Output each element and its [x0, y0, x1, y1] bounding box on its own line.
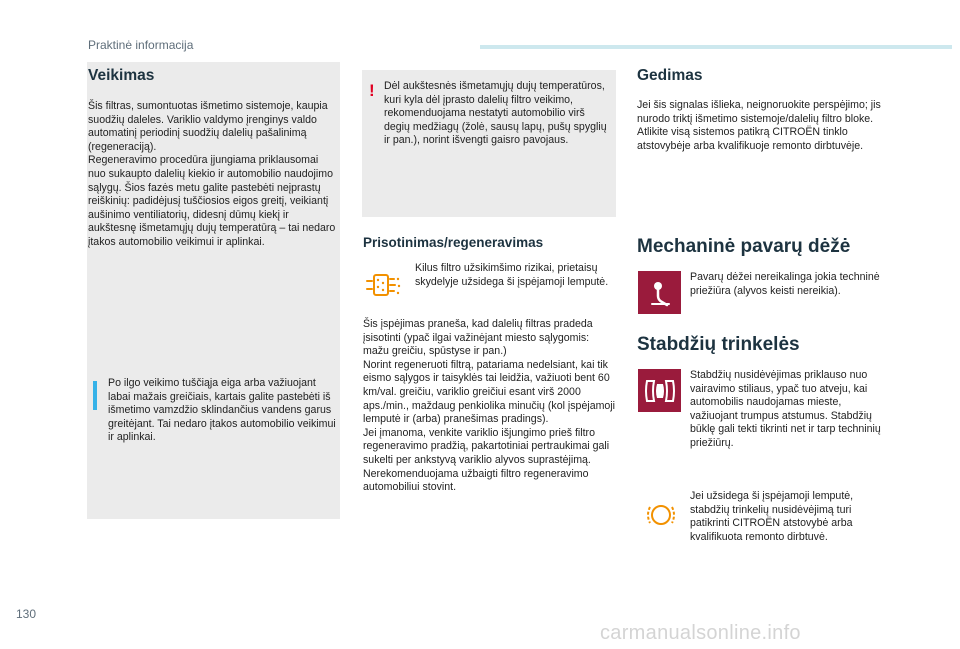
gear-shift-icon	[638, 271, 681, 314]
stabdziu-text: Stabdžių nusidėvėjimas priklauso nuo vairavimo stiliaus, ypač tuo atveju, kai automobilis naudojamas mieste, važiuojant trumpus atstumus. Stabdžių būklę gali tekti tikrinti net ir tarp techninių priežiūrų.	[690, 369, 881, 450]
prisotinimas-body: Šis įspėjimas praneša, kad dalelių filtras pradeda įsisotinti (ypač ilgai važinėjant miesto sąlygomis: mažu greičiu, spūstyse ir pan.) Norint regeneruoti filtrą, patariama nedelsiant, kai tik eismo sąlygos ir taisyklės tai leidžia, važiuoti bent 60 km/val. greičiu, variklio greičiui esant virš 2000 aps./min., maždaug penkiolika minučių (kol įspėjamoji lemputė ir (arba) pranešimas pradings). Jei įmanoma, venkite variklio išjungimo prieš filtro regeneravimo pradžią, pakartotiniai pertraukimai gali sukelti per ankstyvą variklio alyvos suprastėjimą. Nerekomenduojama užbaigti filtro regeneravimo automobiliui stovint.	[363, 318, 616, 494]
veikimas-body: Šis filtras, sumontuotas išmetimo sistemoje, kaupia suodžių daleles. Variklio valdymo įrenginys valdo automatinį periodinį suodžių dalelių pašalinimą (regeneraciją). Regeneravimo procedūra įjungiama priklausomai nuo sukaupto dalelių kiekio ir automobilio naudojimo sąlygų. Šios fazės metu galite pastebėti neįprastų reiškinių: padidėjusį tuščiosios eigos greitį, veikiantį aušinimo ventiliatorių, didesnį dūmų kiekį ir aukštesnę išmetamųjų dujų temperatūrą – tai nedaro įtakos automobilio veikimui ir aplinkai.	[88, 100, 336, 249]
page-number: 130	[16, 607, 37, 621]
particle-filter-warning-icon	[363, 264, 405, 306]
stabdziu-title: Stabdžių trinkelės	[637, 334, 800, 355]
warning-exclamation-icon: !	[369, 81, 375, 100]
mechanine-text: Pavarų dėžei nereikalinga jokia techninė priežiūra (alyvos keisti nereikia).	[690, 271, 880, 297]
stabdziu-warning-text: Jei užsidega ši įspėjamoji lemputė, stabdžių trinkelių nusidėvėjimą turi patikrinti CITROËN atstovybė arba kvalifikuota remonto dirbtuvė.	[690, 490, 854, 543]
veikimas-title: Veikimas	[88, 67, 155, 84]
watermark: carmanualsonline.info	[600, 622, 801, 644]
prisotinimas-title: Prisotinimas/regeneravimas	[363, 235, 544, 250]
brake-warning-icon	[640, 494, 682, 536]
section-header: Praktinė informacija	[88, 38, 194, 52]
prisotinimas-icon-text: Kilus filtro užsikimšimo rizikai, prietaisų skydelyje užsidega ši įspėjamoji lemputė.	[415, 262, 609, 288]
gedimas-title: Gedimas	[637, 67, 703, 84]
mechanine-title: Mechaninė pavarų dėžė	[637, 236, 851, 257]
gedimas-body: Jei šis signalas išlieka, neignoruokite perspėjimo; jis nurodo triktį išmetimo sistemoje/dalelių filtro bloke. Atlikite visą sistemos patikrą CITROËN tinklo atstovybėje arba kvalifikuoje remonto dirbtuvėje.	[637, 99, 881, 152]
veikimas-note: Po ilgo veikimo tuščiąja eiga arba važiuojant labai mažais greičiais, kartais galite pastebėti iš išmetimo vamzdžio sklindančius vandens garus greitėjant. Tai nedaro įtakos automobilio veikimui ir aplinkai.	[108, 377, 336, 444]
info-note-bar	[93, 381, 97, 410]
brake-pads-icon	[638, 369, 681, 412]
header-bar	[480, 45, 952, 49]
warning-text: Dėl aukštesnės išmetamųjų dujų temperatūros, kuri kyla dėl įprasto dalelių filtro veikimo, rekomenduojama nestatyti automobilio virš degių medžiagų (žolė, sausų lapų, pušų spyglių ir pan.), norint išvengti gaisro pavojaus.	[384, 80, 607, 147]
